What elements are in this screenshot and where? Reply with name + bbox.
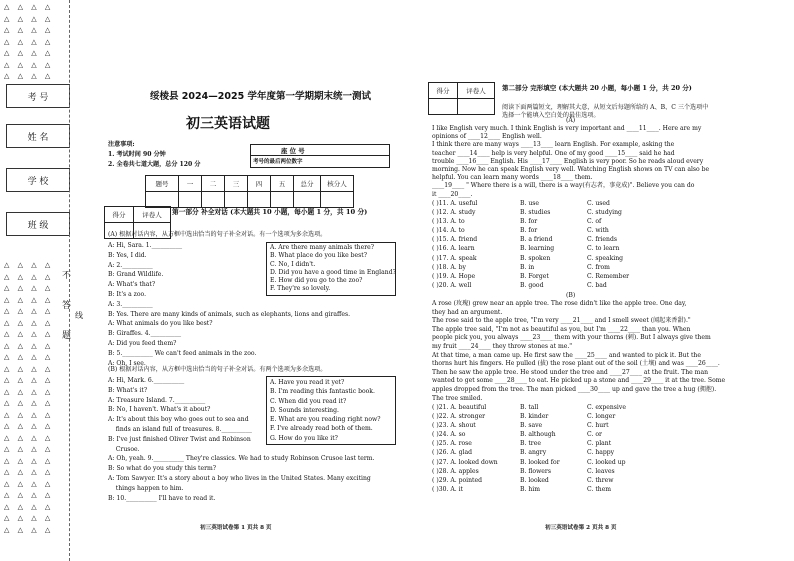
notice-char: 答 [62, 301, 72, 311]
text-line: finds an island full of treasures. 8.__________ [108, 425, 252, 433]
option-choice: C. looked up [587, 458, 626, 466]
text-line: B: 5.__________ We can't feed animals in the zoo. [108, 349, 257, 357]
triangle-row: △ △ △ △ [4, 456, 54, 465]
grader-cell[interactable] [429, 99, 458, 115]
text-line: teacher ____14____ help is very helpful. One of my good ____15____ said he had [432, 149, 675, 157]
option-row [432, 413, 712, 422]
part1-a-intro: (A) 根据对话内容，从方框中选出恰当的句子补全对话。有一个选项为多余选项。 [108, 231, 327, 238]
option-choice: C. happy [587, 449, 615, 457]
triangle-row: △ △ △ △ [4, 60, 54, 69]
option-choice[interactable]: ( )25. A. rose [432, 440, 472, 448]
score-cell[interactable] [248, 192, 271, 208]
footer-left: 初三英语试卷第 1 页共 8 页 [200, 525, 272, 531]
option-choice: C. Remember [587, 272, 630, 280]
text-line: trouble ____16____ English. His ____17____ English is very poor. So he reads aloud every [432, 157, 704, 165]
option-choice[interactable]: ( )19. A. Hope [432, 272, 476, 280]
option-row [432, 440, 712, 449]
option-row [432, 468, 712, 477]
option-row [432, 282, 712, 291]
option-choice: C. plant [587, 440, 612, 448]
score-header: 二 [202, 176, 225, 192]
text-line: B: Yes, I did. [108, 251, 147, 259]
score-header: 三 [225, 176, 248, 192]
triangle-row: △ △ △ △ [4, 479, 54, 488]
option-choice[interactable]: ( )13. A. to [432, 218, 465, 226]
option-choice[interactable]: ( )27. A. looked down [432, 458, 498, 466]
option-row [432, 245, 712, 254]
text-line: B: 10.__________ I'll have to read it. [108, 494, 216, 502]
text-line: A: Hi, Mark. 6.__________ [108, 377, 185, 384]
note-2: 2. 全卷共七道大题，总分 120 分 [108, 161, 201, 168]
option-row [432, 449, 712, 458]
option-choice: C. speaking [587, 254, 624, 262]
text-line: it ____20____. [432, 190, 473, 198]
triangle-row: △ △ △ △ [4, 284, 54, 292]
triangle-row: △ △ △ △ [4, 514, 54, 522]
part1-b-options-box [266, 376, 396, 445]
triangle-row: △ △ △ △ [4, 3, 54, 11]
part2-b-label: (B) [566, 292, 576, 299]
text-line: The apple tree said, "I'm not as beautiful as you, but I'm ____22____ than you. When [432, 325, 691, 333]
binding-line [69, 0, 70, 561]
option-choice[interactable]: ( )23. A. shout [432, 422, 476, 430]
exam-title: 绥棱县 2024—2025 学年度第一学期期末统一测试 [150, 91, 371, 102]
notes-title: 注意事项: [108, 141, 135, 148]
option-choice[interactable]: ( )16. A. learn [432, 245, 475, 253]
option-choice: B. use [520, 200, 540, 207]
option-choice: B. save [520, 422, 543, 430]
text-line: B: I've just finished Oliver Twist and Robinson [108, 435, 251, 443]
triangle-row: △ △ △ △ [4, 387, 54, 396]
grader-label: 评卷人 [134, 207, 171, 223]
triangle-row: △ △ △ △ [4, 410, 54, 419]
triangle-row: △ △ △ △ [4, 261, 54, 269]
exam-number-label: 考 号 [27, 92, 49, 103]
triangle-row: △ △ △ △ [4, 341, 54, 350]
text-line: At that time, a man came up. He first saw the ____25____ and wanted to pick it. But the [432, 351, 701, 359]
text-line: A: What animals do you like best? [108, 320, 213, 328]
option-choice[interactable]: ( )18. A. by [432, 263, 466, 271]
option-choice: B. for [520, 227, 538, 235]
grader-label: 评卷人 [458, 83, 495, 99]
option-choice[interactable]: ( )30. A. it [432, 485, 463, 493]
text-line: F. I've already read both of them. [270, 425, 373, 433]
option-choice: B. a friend [520, 236, 553, 244]
text-line: E. How did you go to the zoo? [270, 277, 363, 285]
option-choice: B. in [520, 263, 535, 271]
part2-intro: 阅读下面两篇短文，理解其大意，从短文后每题所给的 A、B、C 三个选项中选择一个能填入空白处的最佳选项。 [502, 104, 709, 119]
option-row [432, 422, 712, 431]
text-line: E. What are you reading right now? [270, 416, 381, 424]
score-table [145, 175, 354, 208]
triangle-row: △ △ △ △ [4, 14, 54, 23]
triangle-row: △ △ △ △ [4, 468, 54, 476]
score-cell[interactable] [225, 192, 248, 208]
score-cell[interactable] [294, 192, 321, 208]
text-line: A. Have you read it yet? [270, 379, 345, 386]
option-choice[interactable]: ( )20. A. well [432, 281, 472, 289]
option-choice[interactable]: ( )21. A. beautiful [432, 404, 487, 411]
option-choice: B. looked for [520, 458, 560, 466]
option-choice: C. hurt [587, 422, 609, 430]
option-choice[interactable]: ( )14. A. to [432, 227, 465, 235]
triangle-row: △ △ △ △ [4, 364, 54, 373]
option-row [432, 404, 712, 413]
text-line: B: It's a zoo. [108, 290, 147, 298]
text-line: A: Hi, Sara. 1.__________ [108, 242, 183, 249]
notice-char: 不 [62, 271, 72, 281]
text-line: I like English very much. I think English is very important and ____11____. Here are my [432, 125, 702, 132]
text-line: things happen to him. [108, 484, 184, 492]
option-choice: B. studies [520, 209, 551, 217]
footer-right: 初三英语试卷第 2 页共 8 页 [545, 525, 617, 531]
score-cell[interactable] [179, 192, 202, 208]
option-row [432, 218, 712, 227]
option-choice[interactable]: ( )11. A. useful [432, 200, 478, 207]
text-line: F. They're so lovely. [270, 285, 331, 293]
text-line: B. I'm reading this fantastic book. [270, 388, 375, 396]
exam-subtitle: 初三英语试题 [186, 116, 270, 132]
triangle-row: △ △ △ △ [4, 295, 54, 304]
score-header: 题号 [146, 176, 179, 192]
text-line: Crusoe. [108, 445, 140, 453]
option-choice: B. for [520, 218, 538, 226]
text-line: The rose said to the apple tree, "I'm very ____21____ and I smell sweet (闻起来香甜)." [432, 317, 691, 325]
text-line: C. No, I didn't. [270, 260, 316, 268]
text-line: D. Sounds interesting. [270, 406, 339, 414]
option-choice: B. learning [520, 245, 555, 253]
part1-title: 第一部分 补全对话 (本大题共 10 小题，每小题 1 分，共 10 分) [172, 208, 368, 216]
seat-note: 考号的最后两位数字 [253, 159, 303, 165]
option-row [432, 236, 712, 245]
text-line: B: What's it? [108, 386, 148, 394]
triangle-row: △ △ △ △ [4, 26, 54, 34]
school-field[interactable] [6, 168, 70, 192]
text-line: A: 3.__________ [108, 300, 153, 308]
option-choice: B. Forget [520, 272, 549, 280]
part2-a-text [432, 125, 722, 199]
text-line: I think there are many ways ____13____ learn English. For example, asking the [432, 141, 675, 149]
notice-char: 题 [62, 331, 72, 341]
score-header: 总分 [294, 176, 321, 192]
triangle-row: △ △ △ △ [4, 433, 54, 442]
score-header: 四 [248, 176, 271, 192]
option-choice: C. with [587, 227, 609, 235]
option-choice[interactable]: ( )12. A. study [432, 209, 476, 217]
option-row [432, 264, 712, 273]
triangle-row: △ △ △ △ [4, 422, 54, 430]
option-choice: C. studying [587, 209, 622, 217]
triangle-row: △ △ △ △ [4, 318, 54, 327]
text-line: they had an argument. [432, 308, 503, 316]
school-label: 学 校 [27, 176, 49, 187]
text-line: A: 2.__________ [108, 261, 153, 269]
option-choice[interactable]: ( )22. A. stronger [432, 413, 486, 421]
triangle-row: △ △ △ △ [4, 525, 54, 534]
option-choice: B. tree [520, 440, 541, 448]
part2-a-options [432, 200, 712, 291]
option-choice: B. spoken [520, 254, 551, 262]
triangle-row: △ △ △ △ [4, 502, 54, 511]
text-line: C. When did you read it? [270, 397, 347, 405]
option-choice: C. used [587, 200, 610, 207]
seat-label: 座 位 号 [281, 147, 305, 155]
part2-b-text [432, 300, 726, 403]
triangle-row: △ △ △ △ [4, 445, 54, 453]
option-choice: C. expensive [587, 404, 626, 411]
option-choice: B. looked [520, 476, 549, 484]
option-choice[interactable]: ( )28. A. apples [432, 467, 479, 475]
option-row [432, 200, 712, 209]
triangle-pattern-bottom [4, 262, 53, 538]
score-cell[interactable] [202, 192, 225, 208]
option-row [432, 273, 712, 282]
option-row [432, 486, 712, 495]
option-choice: C. from [587, 263, 610, 271]
text-line: G. How do you like it? [270, 434, 338, 442]
text-line: wanted to get some ____28____ to eat. He picked up a stone and ____29____ it at the tree. Some [432, 377, 726, 385]
part2-b-options [432, 404, 712, 495]
text-line: B: No, I haven't. What's it about? [108, 406, 211, 414]
option-choice: B. although [520, 431, 556, 439]
part1-b-intro: (B) 根据对话内容，从方框中选出恰当的句子补全对话。有两个选项为多余选项。 [108, 366, 327, 373]
option-choice: C. friends [587, 236, 617, 244]
score-header: 五 [271, 176, 294, 192]
triangle-row: △ △ △ △ [4, 72, 54, 80]
text-line: A: What's that? [108, 281, 156, 289]
triangle-row: △ △ △ △ [4, 272, 54, 281]
text-line: A. Are there many animals there? [270, 244, 374, 251]
text-line: B. What place do you like best? [270, 252, 367, 260]
option-choice: B. him [520, 485, 541, 493]
text-line: morning. Now he can speak English very well. Watching English shows on TV can also be [432, 166, 710, 174]
score-cell[interactable] [271, 192, 294, 208]
text-line: B: Grand Wildlife. [108, 271, 164, 279]
option-choice: C. bad [587, 281, 607, 289]
text-line: A: It's about this boy who goes out to sea and [108, 416, 249, 424]
option-row [432, 209, 712, 218]
triangle-row: △ △ △ △ [4, 353, 54, 361]
name-label: 姓 名 [27, 132, 49, 143]
text-line: A: Tom Sawyer. It's a story about a boy who lives in the United States. Many exciting [108, 474, 371, 482]
text-line: my fruit ____24____ they throw stones at me." [432, 342, 573, 350]
text-line: D. Did you have a good time in England? [270, 268, 396, 276]
triangle-row: △ △ △ △ [4, 491, 54, 499]
option-row [432, 227, 712, 236]
option-choice: B. good [520, 281, 544, 289]
score-header: 核分人 [321, 176, 354, 192]
option-choice[interactable]: ( )17. A. speak [432, 254, 477, 262]
part2-a-label: (A) [566, 117, 576, 124]
text-line: thorns hurt his fingers. He pulled (拔) the rose plant out of the soil (土壤) and was ____26____. [432, 360, 720, 368]
part2-title: 第二部分 完形填空 (本大题共 20 小题，每小题 1 分，共 20 分) [502, 84, 692, 92]
text-line: B: Yes. There are many kinds of animals, such as elephants, lions and giraffes. [108, 310, 351, 318]
text-line: people pick you, you always ____23____ them with your thorns (刺). But I always give them [432, 334, 711, 342]
option-choice: B. angry [520, 449, 547, 457]
class-label: 班 级 [27, 220, 49, 231]
triangle-pattern-top [4, 4, 53, 85]
part1-a-options-box [266, 242, 396, 296]
option-choice: C. or [587, 431, 602, 439]
option-choice: B. tall [520, 404, 539, 411]
triangle-row: △ △ △ △ [4, 49, 54, 57]
triangle-row: △ △ △ △ [4, 376, 54, 384]
note-1: 1. 考试时间 90 分钟 [108, 151, 166, 158]
option-choice: C. longer [587, 413, 616, 421]
option-choice: C. leaves [587, 467, 615, 475]
text-line: ____19____ " Where there is a will, there is a way(有志者，事竟成)". Believe you can do [432, 182, 695, 190]
option-choice: C. them [587, 485, 612, 493]
option-choice[interactable]: ( )29. A. pointed [432, 476, 482, 484]
triangle-row: △ △ △ △ [4, 307, 54, 315]
text-line: A rose (玫瑰) grew near an apple tree. The rose didn't like the apple tree. One day, [432, 300, 687, 307]
text-line: A: Did you feed them? [108, 339, 177, 347]
part2-grader-table [428, 82, 495, 115]
option-choice: C. of [587, 218, 602, 226]
option-choice: B. flowers [520, 467, 551, 475]
option-choice[interactable]: ( )26. A. glad [432, 449, 472, 457]
triangle-row: △ △ △ △ [4, 330, 54, 338]
option-row [432, 459, 712, 468]
option-choice: B. kinder [520, 413, 549, 421]
grader-label: 得分 [105, 207, 134, 223]
text-line: B: So what do you study this term? [108, 465, 217, 473]
text-line: The tree smiled. [432, 394, 483, 402]
option-choice[interactable]: ( )24. A. so [432, 431, 466, 439]
option-choice[interactable]: ( )15. A. friend [432, 236, 478, 244]
text-line: Then he saw the apple tree. He stood under the tree and ____27____ at the fruit. The man [432, 368, 709, 376]
text-line: A: Oh, I see. [108, 359, 146, 367]
text-line: apples dropped from the tree. The man picked ____30____ up and gave the tree a hug (拥抱). [432, 385, 717, 393]
binding-line-label: 线 [75, 311, 83, 320]
triangle-row: △ △ △ △ [4, 399, 54, 407]
score-header: 一 [179, 176, 202, 192]
exam-number-field[interactable] [6, 84, 70, 108]
text-line: opinions of ____12____ English well. [432, 133, 542, 141]
option-row [432, 431, 712, 440]
triangle-row: △ △ △ △ [4, 37, 54, 46]
grader-cell[interactable] [458, 99, 495, 115]
option-choice: C. threw [587, 476, 614, 484]
option-row [432, 255, 712, 264]
score-cell[interactable] [321, 192, 354, 208]
class-field[interactable] [6, 212, 70, 236]
text-line: A: Oh, yeah. 9.__________ They're classics. We had to study Robinson Crusoe last term. [108, 455, 375, 463]
option-choice: C. to learn [587, 245, 620, 253]
grader-label: 得分 [429, 83, 458, 99]
text-line: A: Treasure Island. 7.__________ [108, 396, 206, 404]
text-line: B: Giraffes. 4.__________ [108, 330, 182, 338]
option-row [432, 477, 712, 486]
name-field[interactable] [6, 124, 70, 148]
seat-number-box[interactable] [250, 144, 390, 168]
text-line: helpful. You can learn many words ____18____ them. [432, 174, 593, 182]
